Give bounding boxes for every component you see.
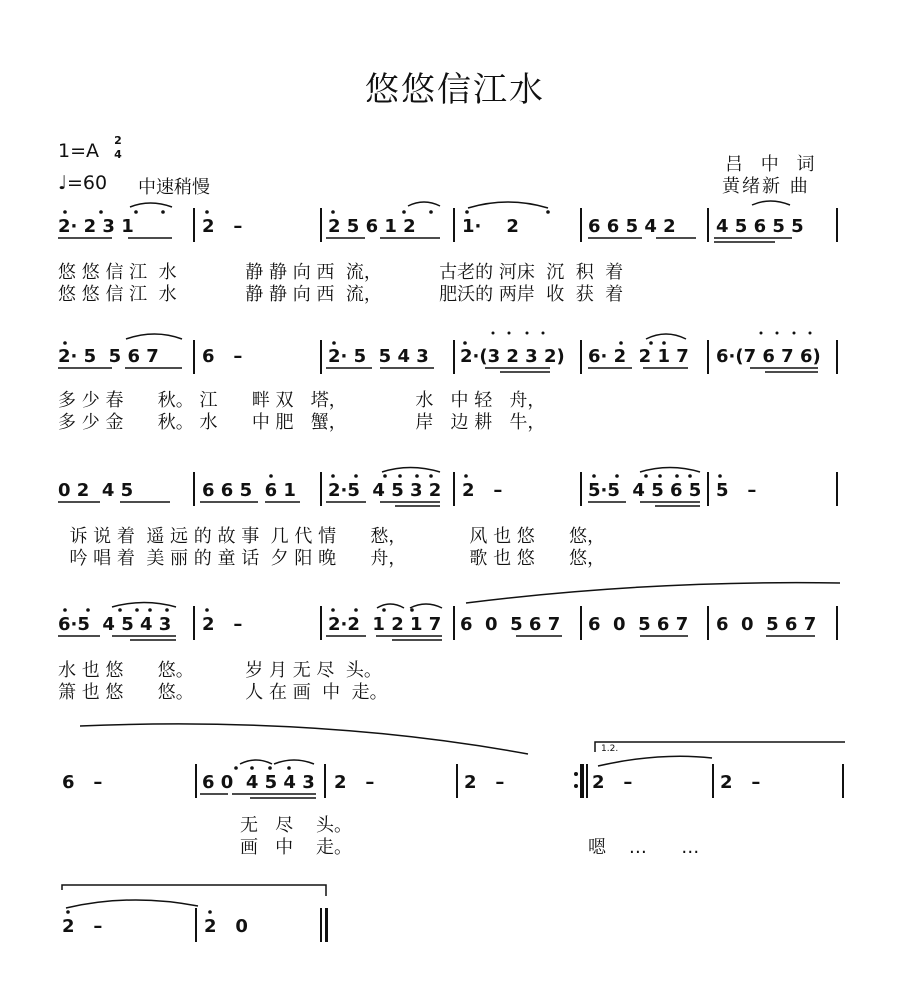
- measure-20: 2 –: [202, 614, 243, 635]
- repeat-end-barline-thin: [586, 764, 588, 798]
- measure-19: 6·5 4 5 4 3: [58, 614, 172, 635]
- barline: [707, 472, 709, 506]
- measure-12: 6·(7 6 7 6): [716, 346, 821, 367]
- lyrics-verse-1: 诉 说 着 遥 远 的 故 事 几 代 情 愁， 风 也 悠 悠，: [58, 526, 606, 547]
- barline: [580, 340, 582, 374]
- measure-30: 2 –: [720, 772, 761, 793]
- barline: [324, 764, 326, 798]
- key-signature: 1=A: [58, 140, 100, 162]
- measure-32: 2 0: [204, 916, 248, 937]
- measure-1: 2· 2 3 1: [58, 216, 134, 237]
- measure-29: 2 –: [592, 772, 633, 793]
- composer-credit: 黄绪新 曲: [722, 176, 810, 197]
- tempo-text: 中速稍慢: [138, 177, 210, 198]
- barline: [842, 764, 844, 798]
- measure-16: 2 –: [462, 480, 503, 501]
- barline: [193, 606, 195, 640]
- barline: [580, 472, 582, 506]
- barline: [195, 908, 197, 942]
- measure-9: 2· 5 5 4 3: [328, 346, 429, 367]
- lyrics-verse-1: 水 也 悠 悠。 岁 月 无 尽 头。: [58, 660, 382, 681]
- barline: [456, 764, 458, 798]
- barline: [320, 340, 322, 374]
- measure-24: 6 0 5 6 7: [716, 614, 817, 635]
- barline: [707, 208, 709, 242]
- final-barline-thin: [320, 908, 322, 942]
- measure-15: 2·5 4 5 3 2: [328, 480, 442, 501]
- measure-5: 6 6 5 4 2: [588, 216, 676, 237]
- measure-21: 2·2 1 2 1 7: [328, 614, 442, 635]
- barline: [707, 606, 709, 640]
- measure-14: 6 6 5 6 1: [202, 480, 296, 501]
- barline: [193, 472, 195, 506]
- barline: [320, 606, 322, 640]
- barline: [320, 208, 322, 242]
- lyrics-coda: 嗯 … …: [588, 837, 700, 858]
- measure-6: 4 5 6 5 5: [716, 216, 804, 237]
- barline: [836, 340, 838, 374]
- measure-11: 6· 2 2 1 7: [588, 346, 689, 367]
- tempo-marking: ♩=60: [58, 172, 108, 194]
- measure-7: 2· 5 5 6 7: [58, 346, 159, 367]
- measure-3: 2 5 6 1 2: [328, 216, 416, 237]
- time-signature-bottom: 4: [114, 148, 122, 161]
- measure-2: 2 –: [202, 216, 243, 237]
- measure-4: 1· 2: [462, 216, 519, 237]
- lyrics-verse-2: 悠 悠 信 江 水 静 静 向 西 流， 肥沃的 两岸 收 获 着: [58, 284, 624, 305]
- barline: [320, 472, 322, 506]
- barline: [836, 208, 838, 242]
- measure-18: 5 –: [716, 480, 757, 501]
- final-barline-thick: [325, 908, 328, 942]
- lyrics-verse-2: 箫 也 悠 悠。 人 在 画 中 走。: [58, 682, 388, 703]
- repeat-end-barline-thick: [580, 764, 584, 798]
- measure-8: 6 –: [202, 346, 243, 367]
- barline: [453, 340, 455, 374]
- barline: [836, 606, 838, 640]
- barline: [195, 764, 197, 798]
- barline: [453, 208, 455, 242]
- barline: [836, 472, 838, 506]
- measure-28: 2 –: [464, 772, 505, 793]
- measure-10: 2·(3 2 3 2): [460, 346, 565, 367]
- lyrics-verse-1: 多 少 春 秋。 江 畔 双 塔， 水 中 轻 舟，: [58, 390, 546, 411]
- barline: [193, 340, 195, 374]
- barline: [707, 340, 709, 374]
- measure-22: 6 0 5 6 7: [460, 614, 561, 635]
- measure-23: 6 0 5 6 7: [588, 614, 689, 635]
- barline: [580, 606, 582, 640]
- time-signature-top: 2: [114, 134, 122, 147]
- measure-13: 0 2 4 5: [58, 480, 134, 501]
- page-title: 悠悠信江水: [365, 70, 545, 110]
- barline: [712, 764, 714, 798]
- volta-label: 1.2.: [601, 744, 619, 754]
- barline: [193, 208, 195, 242]
- barline: [453, 606, 455, 640]
- lyrics-verse-2: 多 少 金 秋。 水 中 肥 蟹， 岸 边 耕 牛，: [58, 412, 546, 433]
- lyrics-verse-1: 无 尽 头。: [240, 815, 353, 836]
- measure-25: 6 –: [62, 772, 103, 793]
- measure-31: 2 –: [62, 916, 103, 937]
- barline: [453, 472, 455, 506]
- lyrics-verse-2: 吟 唱 着 美 丽 的 童 话 夕 阳 晚 舟， 歌 也 悠 悠，: [58, 548, 606, 569]
- lyrics-verse-1: 悠 悠 信 江 水 静 静 向 西 流， 古老的 河床 沉 积 着: [58, 262, 624, 283]
- measure-26: 6 0 4 5 4 3: [202, 772, 315, 793]
- measure-17: 5·5 4 5 6 5: [588, 480, 702, 501]
- barline: [580, 208, 582, 242]
- lyricist-credit: 吕 中 词: [725, 154, 821, 175]
- lyrics-verse-2: 画 中 走。: [240, 837, 353, 858]
- measure-27: 2 –: [334, 772, 375, 793]
